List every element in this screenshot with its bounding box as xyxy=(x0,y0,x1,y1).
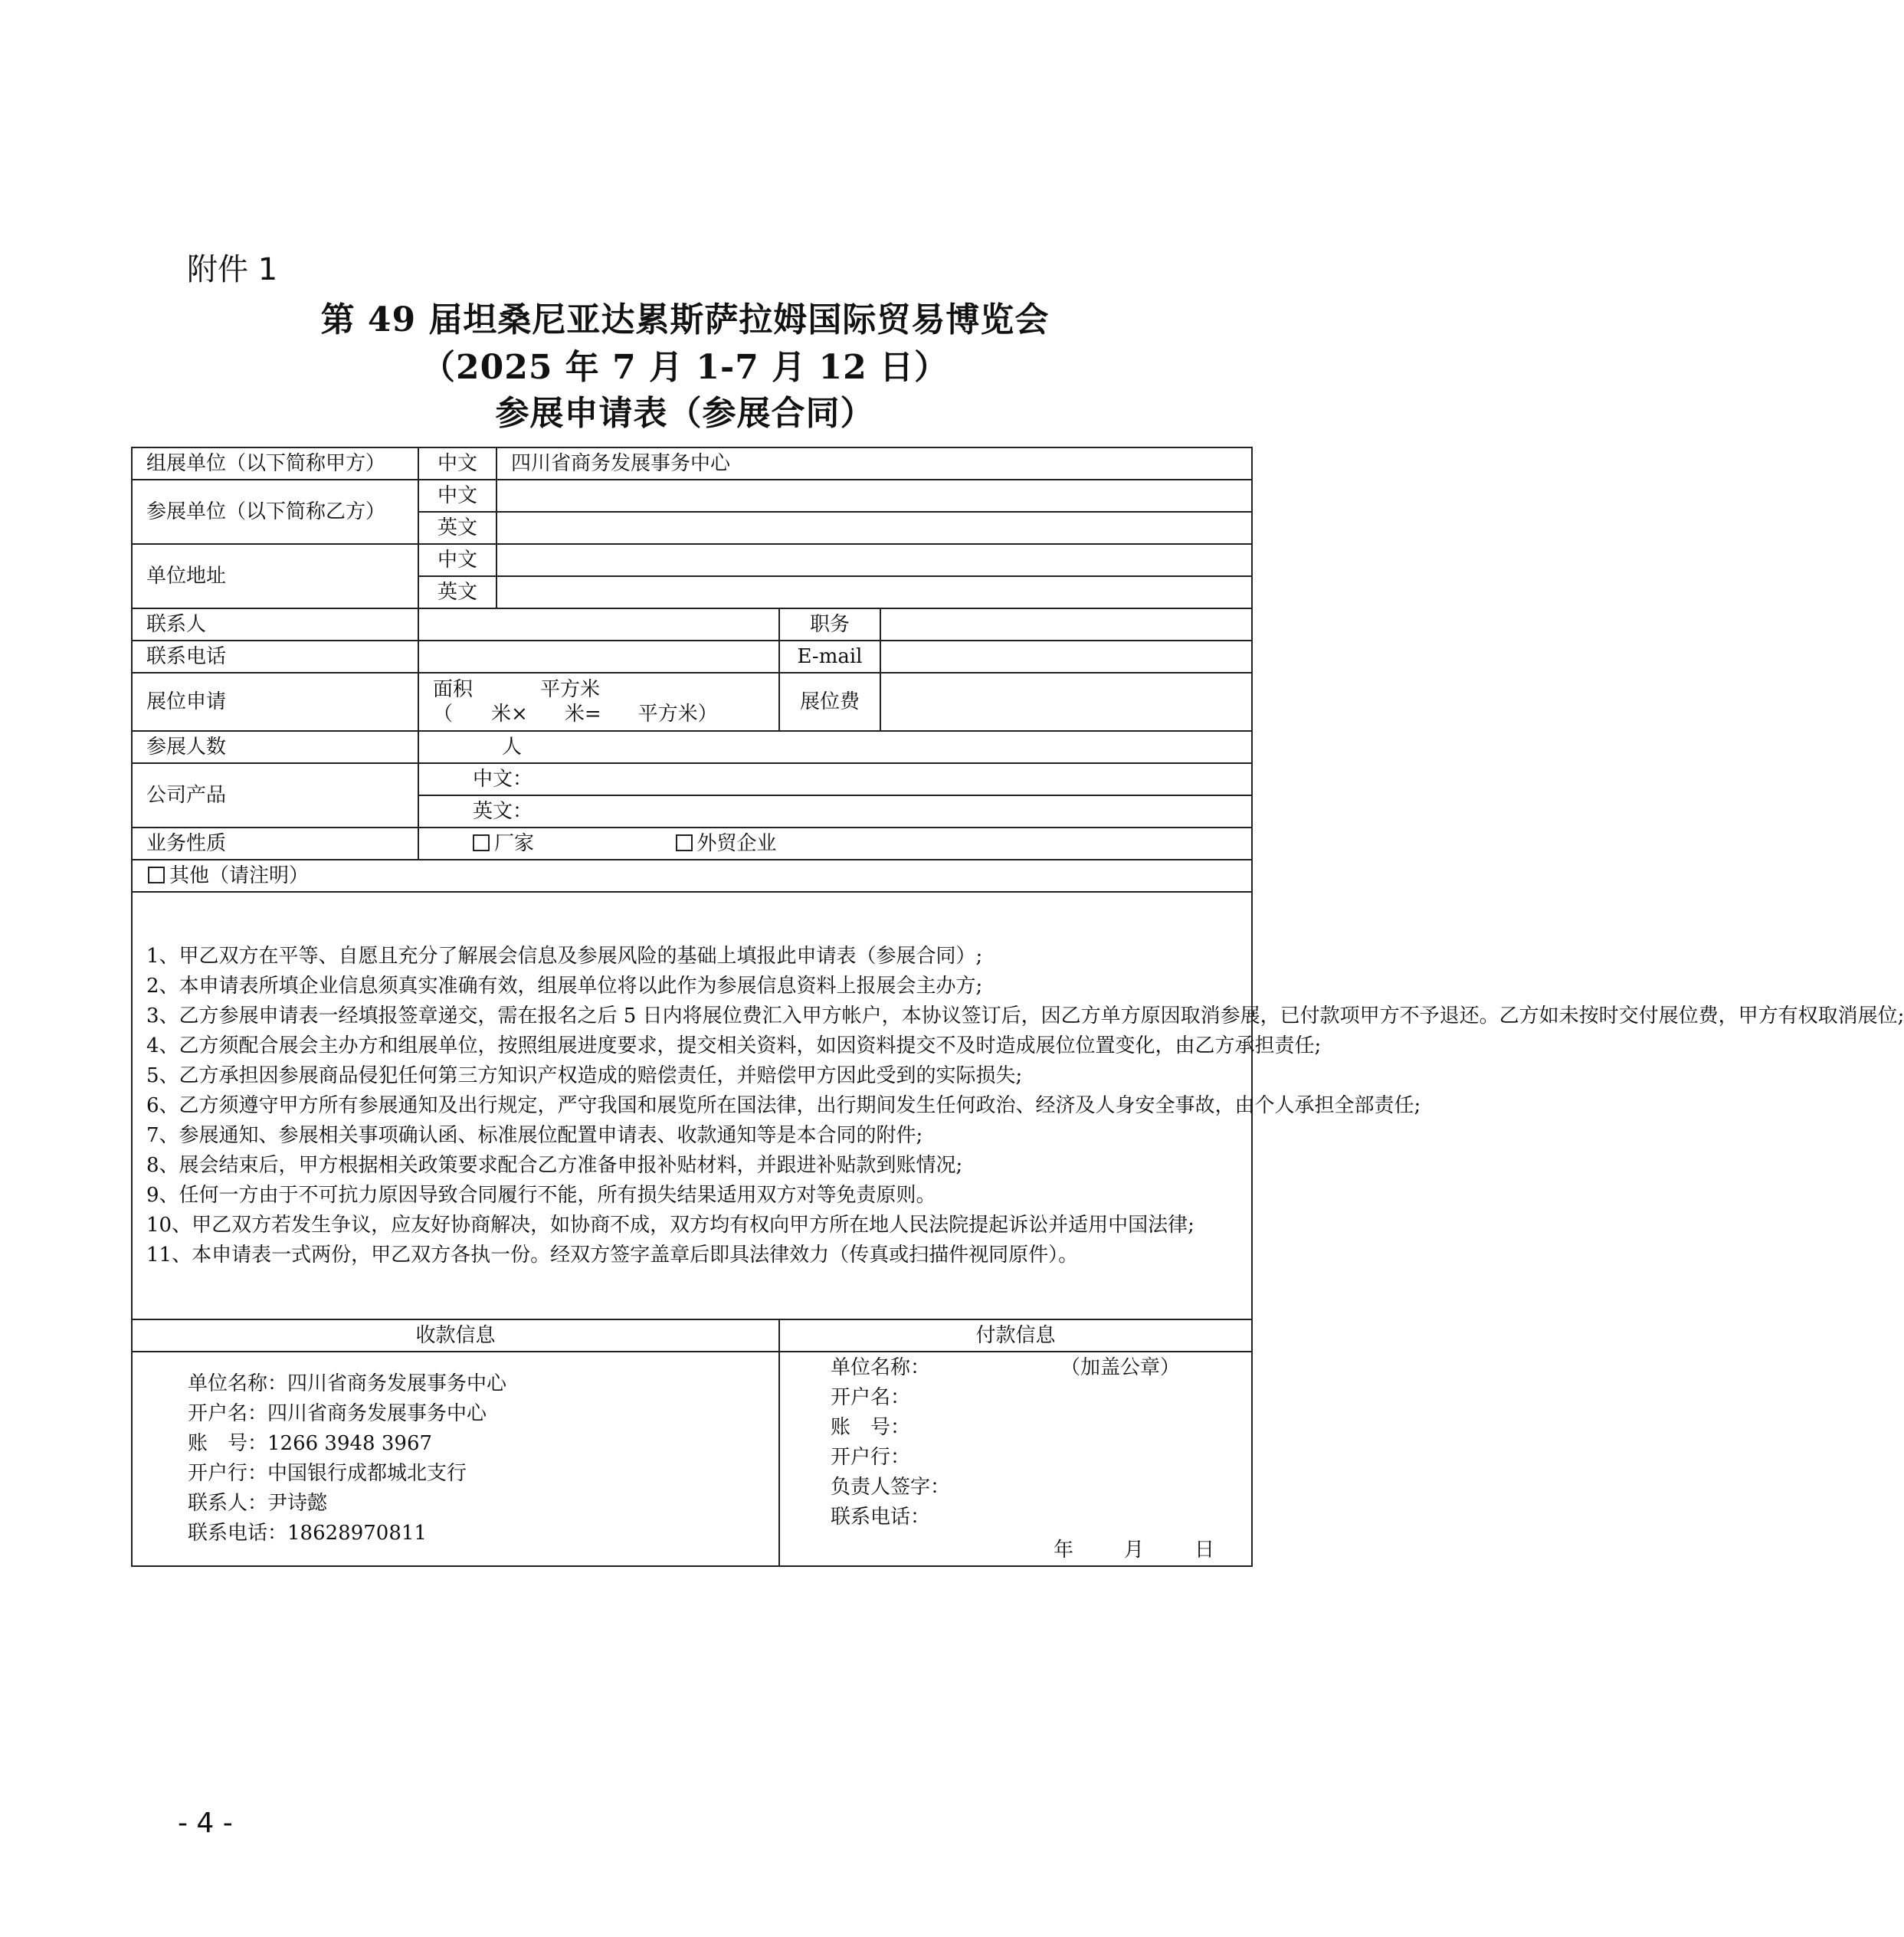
term-item: 5、乙方承担因参展商品侵犯任何第三方知识产权造成的赔偿责任，并赔偿甲方因此受到的实际损失; xyxy=(146,1064,1023,1087)
document-title: 第 49 届坦桑尼亚达累斯萨拉姆国际贸易博览会 xyxy=(320,300,1050,339)
payment-bank-label: 开户行： xyxy=(831,1445,911,1469)
factory-option-label: 厂家 xyxy=(494,832,535,855)
payment-info-header: 付款信息 xyxy=(779,1319,1252,1352)
participant-count-label: 参展人数 xyxy=(132,731,418,763)
application-form-table xyxy=(131,447,1904,1567)
payment-info-block[interactable] xyxy=(779,1352,1252,1566)
address-lang-cn: 中文 xyxy=(418,544,496,576)
area-prefix: 面积 xyxy=(433,678,474,701)
products-cn-label: 中文： xyxy=(473,768,533,791)
term-item: 10、甲乙双方若发生争议，应友好协商解决，如协商不成，双方均有权向甲方所在地人民法院提起诉讼并适用中国法律; xyxy=(146,1213,1195,1237)
contact-field[interactable] xyxy=(418,608,779,641)
receipt-info-block xyxy=(132,1352,779,1566)
term-item: 4、乙方须配合展会主办方和组展单位，按照组展进度要求，提交相关资料，如因资料提交不及时造成展位位置变化，由乙方承担责任; xyxy=(146,1034,1322,1057)
exhibitor-name-en-field[interactable] xyxy=(496,512,1252,544)
receipt-bank: 开户行：中国银行成都城北支行 xyxy=(188,1462,467,1485)
other-option[interactable] xyxy=(132,860,1252,892)
position-field[interactable] xyxy=(880,608,1252,641)
term-item: 9、任何一方由于不可抗力原因导致合同履行不能，所有损失结果适用双方对等免责原则。 xyxy=(146,1183,936,1207)
attachment-label: 附件 1 xyxy=(187,252,278,287)
participant-count-field[interactable] xyxy=(418,731,1252,763)
trade-option-label: 外贸企业 xyxy=(696,832,777,855)
organizer-label: 组展单位（以下简称甲方） xyxy=(132,447,418,480)
products-label: 公司产品 xyxy=(132,763,418,828)
business-type-label: 业务性质 xyxy=(132,828,418,860)
position-label: 职务 xyxy=(779,608,880,641)
date-year: 年 xyxy=(1053,1538,1073,1562)
trade-option[interactable] xyxy=(676,832,777,855)
booth-fee-field[interactable] xyxy=(880,673,1252,731)
payment-account-number-label: 账 号： xyxy=(831,1415,911,1439)
booth-area-field[interactable] xyxy=(418,673,779,731)
products-en-label: 英文： xyxy=(473,800,533,823)
participant-count-unit: 人 xyxy=(502,736,523,759)
trade-checkbox[interactable] xyxy=(676,834,693,851)
payment-account-name-label: 开户名： xyxy=(831,1385,911,1409)
email-field[interactable] xyxy=(880,641,1252,673)
phone-label: 联系电话 xyxy=(132,641,418,673)
booth-label: 展位申请 xyxy=(132,673,418,731)
email-label: E-mail xyxy=(779,641,880,673)
term-item: 8、展会结束后，甲方根据相关政策要求配合乙方准备申报补贴材料，并跟进补贴款到账情况; xyxy=(146,1153,963,1177)
page-number: - 4 - xyxy=(178,1808,233,1839)
factory-checkbox[interactable] xyxy=(473,834,490,851)
receipt-phone: 联系电话：18628970811 xyxy=(188,1522,427,1545)
receipt-account-name: 开户名：四川省商务发展事务中心 xyxy=(188,1402,487,1425)
payment-signature-label: 负责人签字： xyxy=(831,1475,951,1499)
date-month: 月 xyxy=(1123,1538,1144,1562)
receipt-account-number: 账 号：1266 3948 3967 xyxy=(188,1432,433,1455)
term-item: 11、本申请表一式两份，甲乙双方各执一份。经双方签字盖章后即具法律效力（传真或扫描件视同原件）。 xyxy=(146,1243,1079,1267)
payment-unit-name-label: 单位名称： xyxy=(831,1355,931,1379)
term-item: 1、甲乙双方在平等、自愿且充分了解展会信息及参展风险的基础上填报此申请表（参展合同）; xyxy=(146,944,983,968)
area-width-unit: 米= xyxy=(564,703,601,726)
products-cn-field[interactable] xyxy=(418,763,1252,795)
exhibitor-lang-en: 英文 xyxy=(418,512,496,544)
exhibitor-name-cn-field[interactable] xyxy=(496,480,1252,512)
contact-label: 联系人 xyxy=(132,608,418,641)
area-open-paren: （ xyxy=(433,703,454,726)
other-checkbox[interactable] xyxy=(148,867,165,883)
phone-field[interactable] xyxy=(418,641,779,673)
terms-cell xyxy=(132,892,1904,1319)
area-length-unit: 米× xyxy=(491,703,528,726)
address-lang-en: 英文 xyxy=(418,576,496,608)
area-total-unit: 平方米） xyxy=(637,703,718,726)
organizer-lang-cn: 中文 xyxy=(418,447,496,480)
seal-note: （加盖公章） xyxy=(1060,1355,1181,1379)
document-subtitle: 参展申请表（参展合同） xyxy=(495,394,875,433)
receipt-unit-name: 单位名称：四川省商务发展事务中心 xyxy=(188,1372,507,1395)
address-cn-field[interactable] xyxy=(496,544,1252,576)
factory-option[interactable] xyxy=(473,832,534,855)
term-item: 2、本申请表所填企业信息须真实准确有效，组展单位将以此作为参展信息资料上报展会主办方; xyxy=(146,974,983,998)
term-item: 6、乙方须遵守甲方所有参展通知及出行规定，严守我国和展览所在国法律，出行期间发生任何政治、经济及人身安全事故，由个人承担全部责任; xyxy=(146,1093,1421,1117)
exhibitor-lang-cn: 中文 xyxy=(418,480,496,512)
address-en-field[interactable] xyxy=(496,576,1252,608)
signature-date xyxy=(794,1536,1237,1565)
address-label: 单位地址 xyxy=(132,544,418,608)
term-item: 7、参展通知、参展相关事项确认函、标准展位配置申请表、收款通知等是本合同的附件; xyxy=(146,1123,923,1147)
products-en-field[interactable] xyxy=(418,795,1252,828)
area-unit: 平方米 xyxy=(540,678,601,701)
payment-phone-label: 联系电话： xyxy=(831,1505,931,1529)
organizer-value-cn: 四川省商务发展事务中心 xyxy=(496,447,1252,480)
receipt-contact: 联系人：尹诗懿 xyxy=(188,1492,328,1515)
exhibitor-label: 参展单位（以下简称乙方） xyxy=(132,480,418,544)
document-date-range: （2025 年 7 月 1-7 月 12 日） xyxy=(421,348,949,387)
booth-fee-label: 展位费 xyxy=(779,673,880,731)
date-day: 日 xyxy=(1195,1538,1215,1562)
term-item: 3、乙方参展申请表一经填报签章递交，需在报名之后 5 日内将展位费汇入甲方帐户，本协议签订后，因乙方单方原因取消参展，已付款项甲方不予退还。乙方如未按时交付展位费，甲方有权取消展位; xyxy=(146,1004,1904,1027)
other-option-label: 其他（请注明） xyxy=(169,864,310,887)
receipt-info-header: 收款信息 xyxy=(132,1319,779,1352)
